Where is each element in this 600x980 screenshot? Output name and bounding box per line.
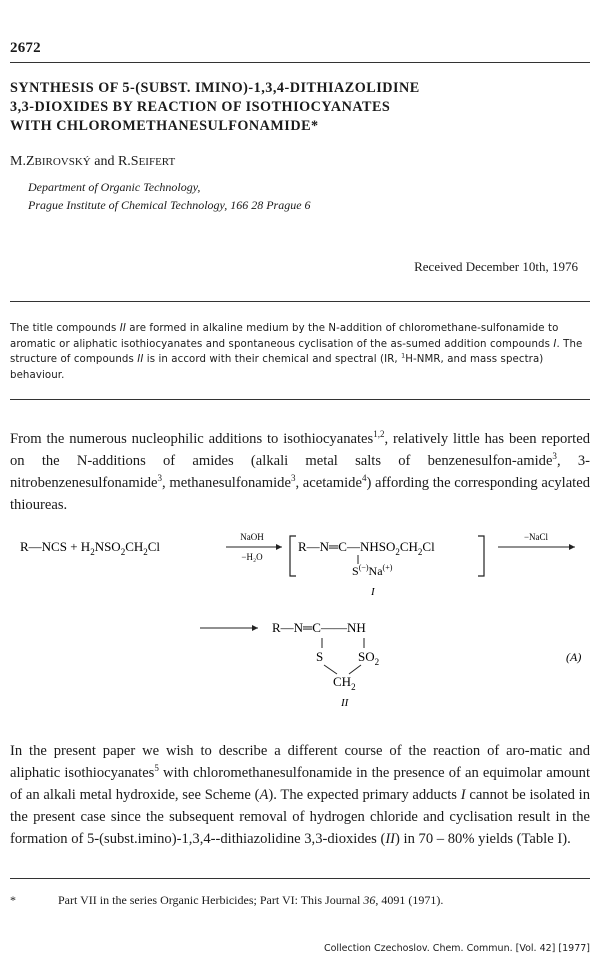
received-date: Received December 10th, 1976 (414, 259, 578, 274)
title-line-3: WITH CHLOROMETHANESULFONAMIDE* (10, 118, 319, 134)
affiliation-institute: Prague Institute of Chemical Technology, 166 28 Prague 6 (28, 198, 311, 212)
intro-paragraph: From the numerous nucleophilic additions to isothiocyanates$^{1,2}$, relatively little has been reported on the N-additions of amides (alkali metal salts of benzenesulfon-amide$^3$, 3-nitrobenzenesulfonamide$^3$, methanesulfonamide$^3$, acetamide$^4$) affording the corresponding acylated thioureas. (10, 429, 590, 513)
arrow-1-head (276, 544, 282, 550)
ring-sulfur: S (316, 649, 324, 664)
abstract: The title compounds II are formed in alkaline medium by the N-addition of chloromethane-sulfonamide to aromatic or aliphatic isothiocyanates and spontaneous cyclisation of the as-sumed addition compounds I. The structure of compounds II is in accord with their chemical and spectral (IR, $^1$H-NMR, and mass spectra) behaviour. (10, 323, 583, 381)
paper-title (10, 79, 590, 136)
intermediate-formula: $R—N═C—NHSO_2CH_2Cl$ (298, 539, 435, 557)
footnote-rule (10, 878, 590, 879)
scheme-reactants: R—NCS + $H_2NSO_2CH_2Cl$ (20, 539, 161, 557)
arrow-2-head (569, 544, 575, 550)
scheme-A-label: (A) (566, 650, 582, 664)
abstract-top-rule (10, 301, 590, 302)
ring-sulfonyl: $SO_2$ (358, 649, 380, 667)
ring-top-formula: R—N═C——NH (272, 620, 366, 635)
page-number: 2672 (10, 40, 41, 56)
left-bracket (290, 536, 296, 576)
title-line-1: SYNTHESIS OF 5-(SUBST. IMINO)-1,3,4-DITHIAZOLIDINE (10, 80, 420, 96)
abstract-bottom-rule (10, 399, 590, 400)
authors: M.ZBIROVSKÝ and R.SEIFERT (10, 154, 176, 169)
main-paragraph: In the present paper we wish to describe a different course of the reaction of aro-matic and aliphatic isothiocyanates$^5$ with chloromethanesulfonamide in the presence of an equimolar amount of an alkali metal hydroxide, see Scheme (A). The expected primary adducts I cannot be isolated in the present case since the subsequent removal of hydrogen chloride and cyclisation result in the formation of 5-(subst.imino)-1,3,4--dithiazolidine 3,3-dioxides (II) in 70 – 80% yields (Table I). (10, 743, 590, 847)
title-line-2: 3,3-DIOXIDES BY REACTION OF ISOTHIOCYANATES (10, 99, 391, 115)
compound-II-label: II (341, 697, 349, 709)
intermediate-thiolate: S(−)Na(+) (352, 563, 393, 578)
compound-I-label: I (371, 586, 375, 598)
arrow2-reagent: −NaCl (523, 532, 549, 542)
arrow1-reagent-top: NaOH (240, 532, 264, 542)
reaction-scheme (0, 528, 600, 728)
right-bracket (478, 536, 484, 576)
arrow-3-head (252, 625, 258, 631)
arrow1-reagent-bottom: −H₂O (241, 552, 263, 562)
ring-methylene: $CH_2$ (333, 674, 356, 692)
journal-citation: Collection Czechoslov. Chem. Commun. [Vol. 42] [1977] (323, 943, 590, 954)
affiliation-department: Department of Organic Technology, (28, 180, 201, 194)
header-rule (10, 62, 590, 63)
